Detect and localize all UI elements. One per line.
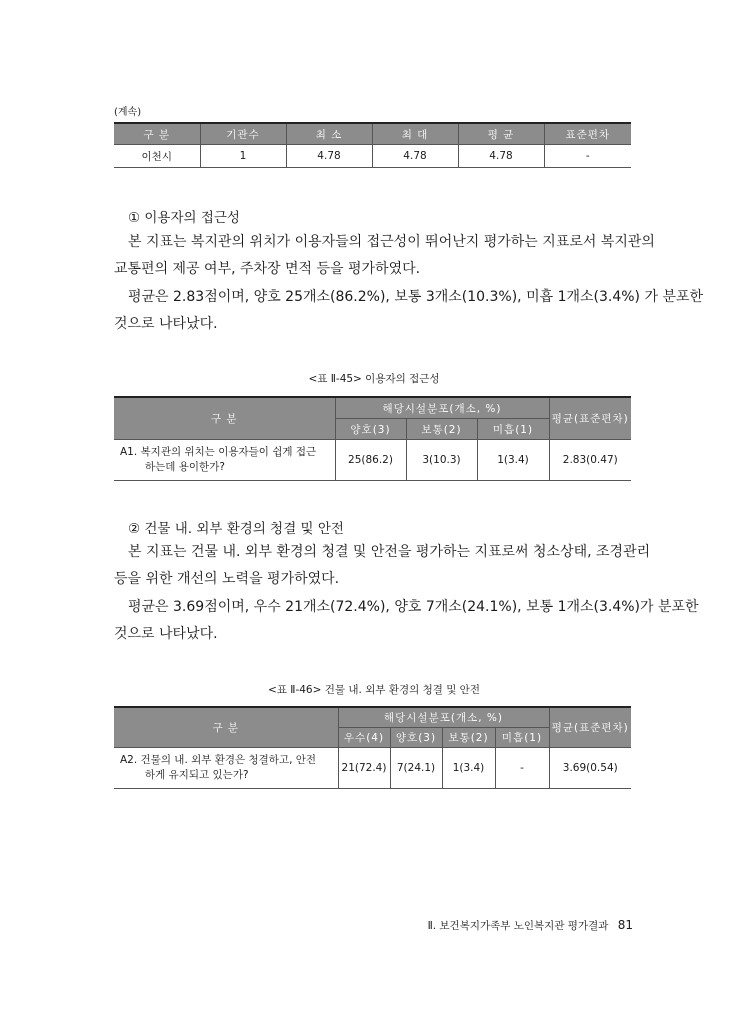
table-row: [114, 440, 631, 481]
header-category: 구 분: [114, 397, 335, 440]
header-category: 구 분: [114, 123, 200, 145]
cell-mean: 3.69(0.54): [549, 748, 631, 789]
cell-good: 25(86.2): [335, 440, 406, 481]
item-line: A2. 건물의 내. 외부 환경은 청결하고, 안전: [120, 754, 317, 766]
header-average: 보통(2): [442, 728, 495, 748]
cell-good: 7(24.1): [390, 748, 442, 789]
para-line: 평균은 2.83점이며, 양호 25개소(86.2%), 보통 3개소(10.3%), 미흡 1개소(3.4%) 가 분포한: [128, 289, 704, 305]
item-line: 하게 유지되고 있는가?: [145, 769, 249, 781]
para-line: 등을 위한 개선의 노력을 평가하였다.: [114, 571, 340, 587]
header-distribution: 해당시설분포(개소, %): [335, 397, 549, 419]
section2-paragraph1: [114, 539, 651, 593]
header-max: 최 대: [372, 123, 458, 145]
cell-count: 1: [200, 145, 286, 168]
para-line: 교통편의 제공 여부, 주차장 면적 등을 평가하였다.: [114, 261, 421, 277]
cleanliness-table: [114, 706, 631, 789]
table-header-row: [114, 123, 631, 145]
accessibility-table: [114, 396, 631, 481]
section2-heading: ② 건물 내. 외부 환경의 청결 및 안전: [128, 521, 344, 537]
cell-stddev: -: [544, 145, 631, 168]
table-header-row: [114, 707, 631, 728]
cell-average: 3(10.3): [406, 440, 477, 481]
header-stddev: 표준편차: [544, 123, 631, 145]
section1-heading: ① 이용자의 접근성: [128, 210, 240, 226]
section1-paragraph1: [114, 229, 655, 283]
cell-min: 4.78: [286, 145, 372, 168]
table3-caption: <표 Ⅱ-46> 건물 내. 외부 환경의 청결 및 안전: [268, 684, 480, 696]
cell-region: 이천시: [114, 145, 200, 168]
cell-excellent: 21(72.4): [338, 748, 390, 789]
cell-item: [114, 748, 338, 789]
header-good: 양호(3): [335, 419, 406, 440]
cell-poor: 1(3.4): [477, 440, 549, 481]
cell-mean: 4.78: [458, 145, 544, 168]
para-line: 평균은 3.69점이며, 우수 21개소(72.4%), 양호 7개소(24.1%), 보통 1개소(3.4%)가 분포한: [128, 599, 699, 615]
cell-max: 4.78: [372, 145, 458, 168]
para-line: 것으로 나타났다.: [114, 626, 218, 642]
section2-paragraph2: [114, 594, 699, 648]
cell-item: [114, 440, 335, 481]
para-line: 본 지표는 건물 내. 외부 환경의 청결 및 안전을 평가하는 지표로써 청소상태, 조경관리: [128, 544, 651, 560]
continued-label: (계속): [114, 107, 142, 118]
cell-poor: -: [495, 748, 549, 789]
header-poor: 미흡(1): [495, 728, 549, 748]
header-category: 구 분: [114, 707, 338, 748]
header-poor: 미흡(1): [477, 419, 549, 440]
para-line: 본 지표는 복지관의 위치가 이용자들의 접근성이 뛰어난지 평가하는 지표로서 복지관의: [128, 234, 655, 250]
para-line: 것으로 나타났다.: [114, 316, 218, 332]
table-header-row: [114, 397, 631, 419]
cell-average: 1(3.4): [442, 748, 495, 789]
table-row: [114, 748, 631, 789]
header-average: 보통(2): [406, 419, 477, 440]
header-mean: 평균(표준편차): [549, 397, 631, 440]
footer-text: Ⅱ. 보건복지가족부 노인복지관 평가결과: [427, 920, 609, 932]
header-good: 양호(3): [390, 728, 442, 748]
item-line: 하는데 용이한가?: [145, 461, 225, 473]
header-excellent: 우수(4): [338, 728, 390, 748]
table2-caption: <표 Ⅱ-45> 이용자의 접근성: [308, 373, 440, 385]
header-count: 기관수: [200, 123, 286, 145]
header-mean: 평 균: [458, 123, 544, 145]
page-footer: [428, 918, 633, 933]
header-distribution: 해당시설분포(개소, %): [338, 707, 549, 728]
table-row: [114, 145, 631, 168]
page-number: 81: [617, 918, 633, 932]
header-min: 최 소: [286, 123, 372, 145]
summary-table: [114, 122, 631, 168]
item-line: A1. 복지관의 위치는 이용자들이 쉽게 접근: [120, 446, 317, 458]
cell-mean: 2.83(0.47): [549, 440, 631, 481]
header-mean: 평균(표준편차): [549, 707, 631, 748]
section1-paragraph2: [114, 284, 704, 338]
